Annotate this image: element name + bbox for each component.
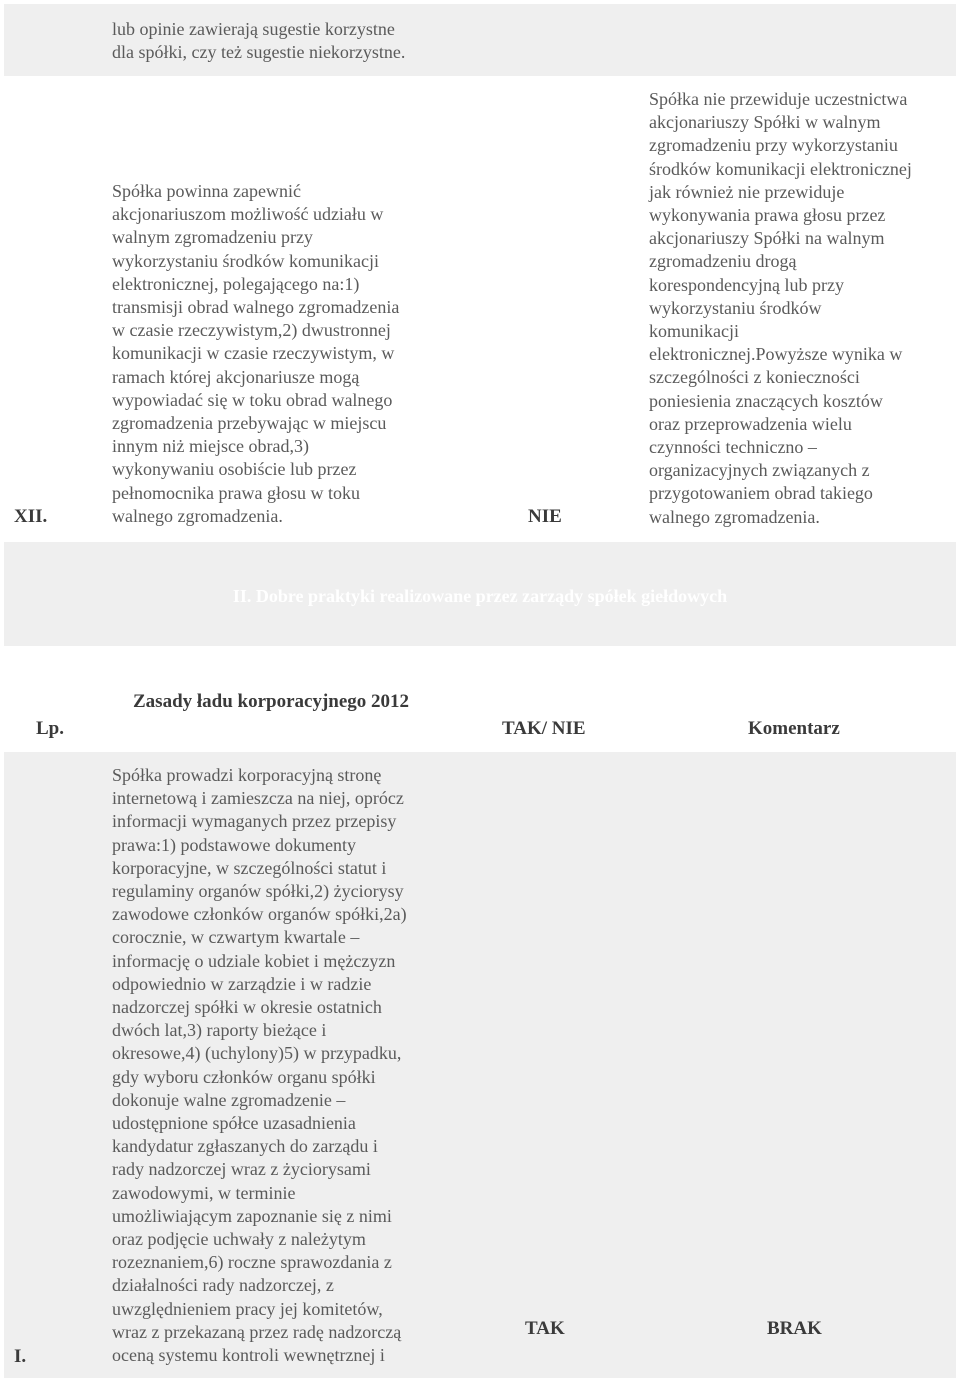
header-comment: Komentarz (748, 718, 840, 739)
principle-text-i: Spółka prowadzi korporacyjną stronę internetową i zamieszcza na niej, oprócz informacji wymaganych przez przepisy prawa:1) podstawowe dokumenty korporacyjne, w szczególności statut i regulaminy organów spółki,2) życiorysy zawodowe członków organów spółki,2a) corocznie, w czwartym kwartale – informację o udziale kobiet i mężczyzn odpowiednio w zarządzie i w radzie nadzorczej spółki w okresie ostatnich dwóch lat,3) raporty bieżące i okresowe,4) (uchylony)5) w przypadku, gdy wyboru członków organu spółki dokonuje walne zgromadzenie – udostępnione spółce uzasadnienia kandydatur zgłaszanych do zarządu i rady nadzorczej wraz z życiorysami zawodowymi, w terminie umożliwiającym zapoznanie się z nimi oraz podjęcie uchwały z należytym rozeznaniem,6) roczne sprawozdania z działalności rady nadzorczej, z uwzględnieniem pracy jej komitetów, wraz z przekazaną przez radę nadzorczą oceną systemu kontroli wewnętrznej i (112, 765, 407, 1366)
answer-i: TAK (525, 1318, 565, 1339)
comment-text-xii: Spółka nie przewiduje uczestnictwa akcjonariuszy Spółki w walnym zgromadzeniu przy wykorzystaniu środków komunikacji elektronicznej jak również nie przewiduje wykonywania prawa głosu przez akcjonariuszy Spółki na walnym zgromadzeniu drogą korespondencyjną lub przy wykorzystaniu środków komunikacji elektronicznej.Powyższe wynika w szczególności z konieczności poniesienia znaczących kosztów oraz przeprowadzenia wielu czynności techniczno – organizacyjnych związanych z przygotowaniem obrad takiego walnego zgromadzenia. (649, 89, 912, 527)
header-lp: Lp. (36, 718, 64, 739)
section-title: II. Dobre praktyki realizowane przez zarządy spółek giełdowych (232, 586, 728, 606)
table-row-i (4, 752, 956, 1378)
table-row-continued (4, 4, 956, 76)
answer-xii: NIE (528, 506, 562, 527)
row-number-xii: XII. (14, 506, 48, 527)
comment-i: BRAK (767, 1318, 822, 1339)
principle-text-xii: Spółka powinna zapewnić akcjonariuszom możliwość udziału w walnym zgromadzeniu przy wykorzystaniu środków komunikacji elektronicznej, polegającego na:1) transmisji obrad walnego zgromadzenia w czasie rzeczywistym,2) dwustronnej komunikacji w czasie rzeczywistym, w ramach której akcjonariusze mogą wypowiadać się w toku obrad walnego zgromadzenia przebywając w miejscu innym niż miejsce obrad,3) wykonywaniu osobiście lub przez pełnomocnika prawa głosu w toku walnego zgromadzenia. (112, 181, 400, 526)
section-heading-row (4, 542, 956, 646)
row-number-i: I. (14, 1346, 27, 1367)
table-row-xii (4, 78, 956, 540)
table-header-row (4, 648, 956, 748)
header-principles: Zasady ładu korporacyjnego 2012 (133, 691, 410, 712)
header-answer: TAK/ NIE (502, 718, 586, 739)
continued-comment-text: lub opinie zawierają sugestie korzystne dla spółki, czy też sugestie niekorzystne. (112, 19, 406, 63)
